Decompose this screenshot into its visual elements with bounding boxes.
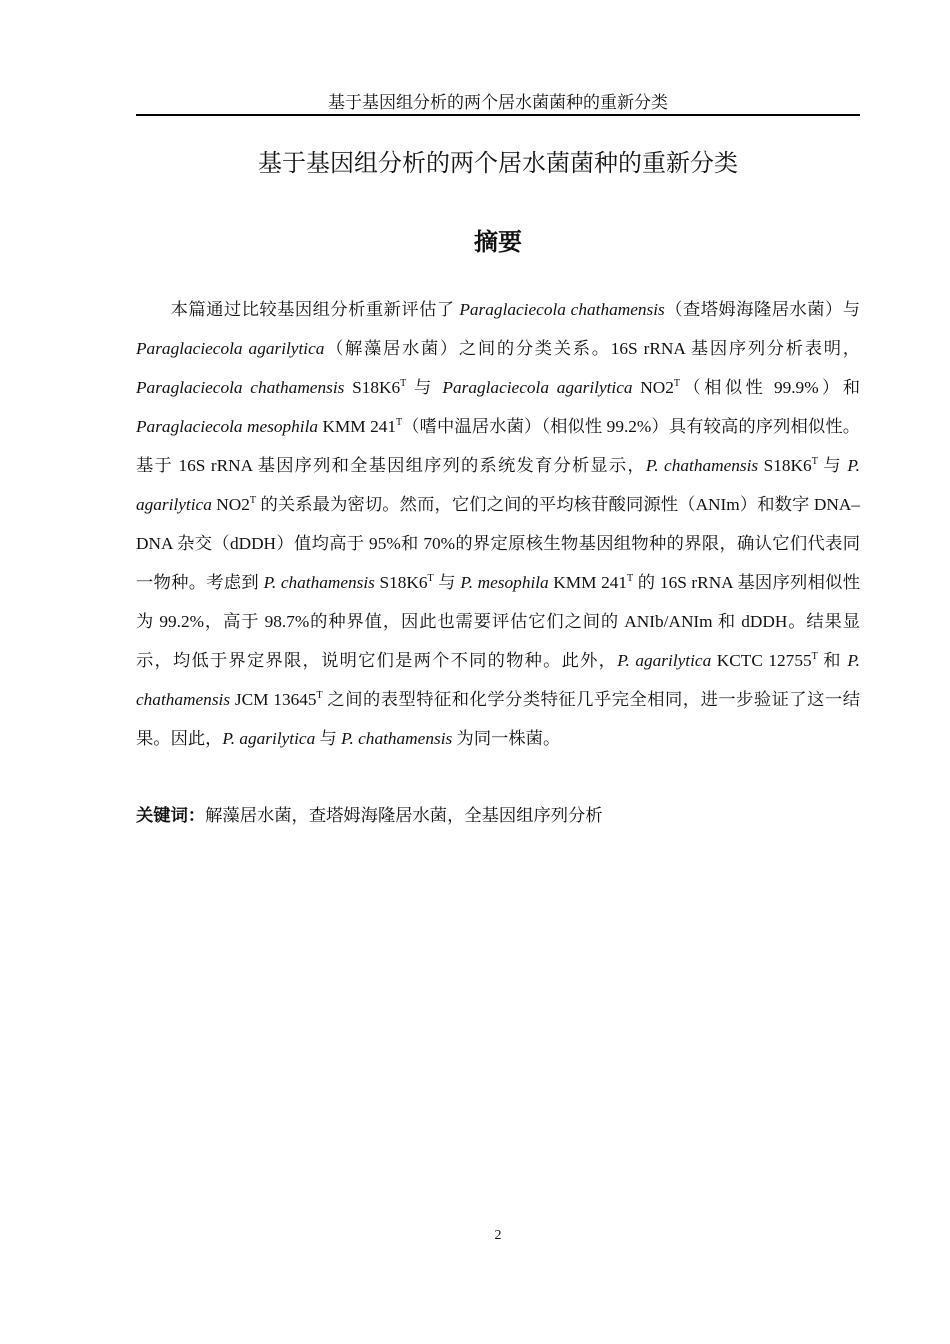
abstract-text: JCM 13645 bbox=[230, 690, 317, 709]
species-name: Paraglaciecola agarilytica bbox=[136, 339, 325, 358]
abstract-heading: 摘要 bbox=[474, 230, 522, 256]
abstract-text: 本篇通过比较基因组分析重新评估了 bbox=[170, 300, 460, 319]
abstract-text: 的关系最为密切。然而，它们之间的平均核苷酸同源性（ANIm）和数字 DNA–DNA 杂交（dDDH）值均高于 95%和 70%的界定原核生物基因组物种的界限，确认它们代表同一物种。考虑到 bbox=[136, 495, 860, 592]
abstract-text: （查塔姆海隆居水菌）与 bbox=[664, 300, 860, 319]
abstract-text: （解藻居水菌）之间的分类关系。16S rRNA 基因序列分析表明， bbox=[324, 339, 860, 358]
abstract-text: NO2 bbox=[632, 378, 674, 397]
abstract-text: 为同一株菌。 bbox=[452, 729, 561, 748]
page-number: 2 bbox=[494, 1228, 502, 1243]
abstract-text: S18K6 bbox=[374, 573, 428, 592]
species-name: P. chathamensis bbox=[263, 573, 375, 592]
abstract-text: 与 bbox=[406, 378, 443, 397]
species-name: Paraglaciecola mesophila bbox=[136, 417, 319, 436]
species-name: P. agarilytica bbox=[136, 456, 860, 514]
type-strain-superscript: T bbox=[427, 573, 434, 584]
abstract-text: S18K6 bbox=[758, 456, 812, 475]
abstract-text: 与 bbox=[433, 573, 461, 592]
species-name: P. mesophila bbox=[460, 573, 549, 592]
type-strain-superscript: T bbox=[673, 378, 680, 389]
abstract-text: KCTC 12755 bbox=[711, 651, 812, 670]
paper-title: 基于基因组分析的两个居水菌菌种的重新分类 bbox=[258, 151, 738, 177]
abstract-text: 与 bbox=[817, 456, 848, 475]
species-name: P. chathamensis bbox=[341, 729, 453, 748]
species-name: Paraglaciecola chathamensis bbox=[136, 378, 345, 397]
abstract-text: 的 16S rRNA 基因序列相似性为 99.2%，高于 98.7%的种界值，因此也需要评估它们之间的 ANIb/ANIm 和 dDDH。结果显示，均低于界定界限，说明它们是两个不同的物种。此外， bbox=[136, 573, 860, 670]
abstract-text: KMM 241 bbox=[318, 417, 397, 436]
species-name: P. chathamensis bbox=[645, 456, 759, 475]
abstract-text: （嗜中温居水菌）（相似性 99.2%）具有较高的序列相似性。基于 16S rRNA 基因序列和全基因组序列的系统发育分析显示， bbox=[136, 417, 860, 475]
type-strain-superscript: T bbox=[811, 651, 818, 662]
abstract-text: （相似性 99.9%）和 bbox=[680, 378, 860, 397]
abstract-body bbox=[136, 290, 860, 758]
species-name: Paraglaciecola agarilytica bbox=[442, 378, 633, 397]
species-name: P. chathamensis bbox=[136, 651, 860, 709]
type-strain-superscript: T bbox=[396, 417, 403, 428]
species-name: P. agarilytica bbox=[222, 729, 316, 748]
type-strain-superscript: T bbox=[400, 378, 407, 389]
abstract-text: KMM 241 bbox=[548, 573, 628, 592]
keywords-line bbox=[136, 798, 860, 834]
abstract-text: 与 bbox=[315, 729, 342, 748]
species-name: P. agarilytica bbox=[617, 651, 712, 670]
abstract-text: 和 bbox=[817, 651, 848, 670]
running-header: 基于基因组分析的两个居水菌菌种的重新分类 bbox=[328, 93, 668, 112]
keywords-label: 关键词： bbox=[136, 806, 206, 825]
species-name: Paraglaciecola chathamensis bbox=[459, 300, 665, 319]
type-strain-superscript: T bbox=[811, 456, 818, 467]
abstract-text: S18K6 bbox=[344, 378, 401, 397]
type-strain-superscript: T bbox=[316, 690, 323, 701]
header-divider bbox=[136, 114, 860, 116]
abstract-text: NO2 bbox=[211, 495, 250, 514]
type-strain-superscript: T bbox=[249, 495, 256, 506]
keywords-text: 解藻居水菌，查塔姆海隆居水菌，全基因组序列分析 bbox=[205, 806, 603, 825]
type-strain-superscript: T bbox=[627, 573, 634, 584]
abstract-text: 之间的表型特征和化学分类特征几乎完全相同，进一步验证了这一结果。因此， bbox=[136, 690, 860, 748]
